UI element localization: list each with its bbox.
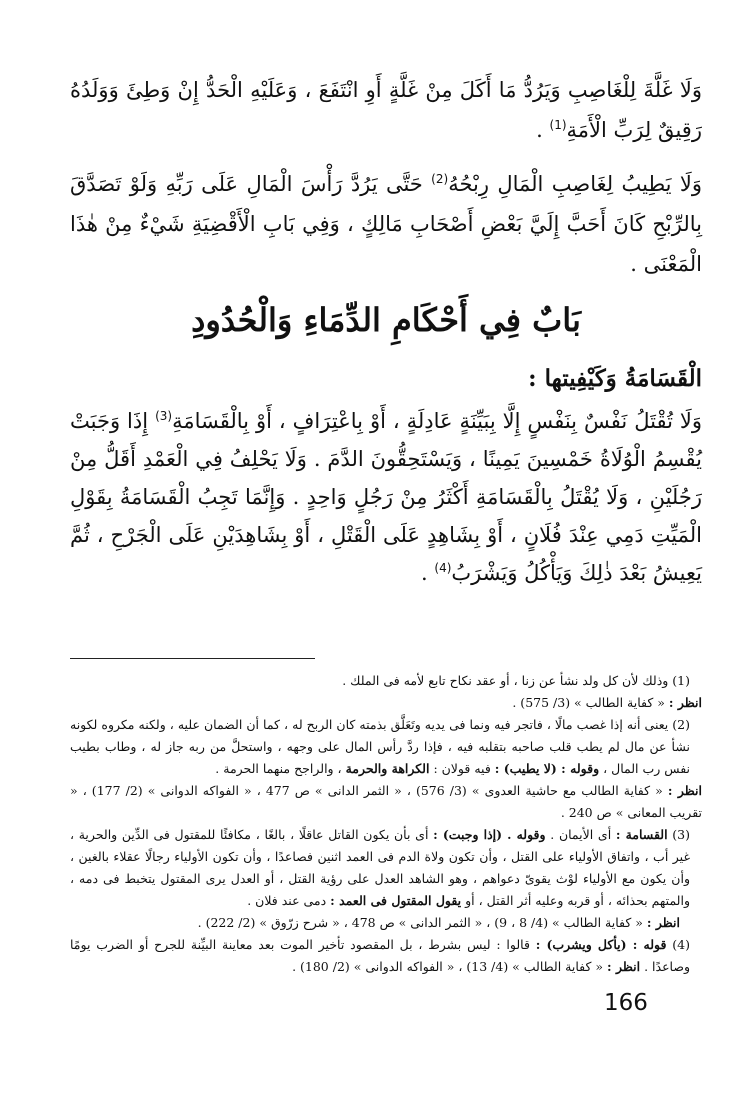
paragraph-text: وَلَا غَلَّةَ لِلْغَاصِبِ وَيَرُدُّ مَا أَكَلَ مِنْ غَلَّةٍ أَوِ انْتَفَعَ ، وَعَلَيْهِ الْحَدُّ إِنْ وَطِئَ وَوَلَدُهُ رَقِيقٌ لِرَبِّ الْأَمَةِ <box>70 78 702 142</box>
footnote-number: (2) <box>672 717 690 732</box>
footnote-1-reference <box>70 692 702 714</box>
paragraph-text-before: وَلَا يَطِيبُ لِغَاصِبِ الْمَالِ رِبْحُهُ <box>448 172 703 196</box>
footnote-text: دمى عند فلان . <box>247 893 331 908</box>
section-heading: الْقَسَامَةُ وَكَيْفِيتها : <box>528 365 702 392</box>
footnote-bold: القسامة : <box>615 827 668 842</box>
footnote-bold: يقول المقتول فى العمد : <box>330 893 462 908</box>
footnote-2 <box>70 714 702 780</box>
paragraph-end: . <box>536 118 550 142</box>
reference-label: انظر : <box>646 915 680 930</box>
footnote-text: قالوا : ليس بشرط ، بل المقصود تأخير الموت بعد معاينة البيِّنة للجرح أو الضرب يومًا وصاعدًا . <box>70 937 690 974</box>
footnote-number: (3) <box>672 827 690 842</box>
footnote-3 <box>70 824 702 912</box>
paragraph-text-after: حَتَّى يَرُدَّ رَأْسَ الْمَالِ عَلَى رَبِّهِ وَلَوْ تَصَدَّقَ بِالرِّبْحِ كَانَ أَحَبَّ إِلَيَّ بَعْضِ أَصْحَابِ مَالِكٍ ، وَفِي بَابِ الْأَقْضِيَةِ شَيْءٌ مِنْ هٰذَا الْمَعْنَى . <box>70 172 702 276</box>
reference-label: انظر : <box>668 695 702 710</box>
footnote-bold: وقوله . (إذا وجبت) : <box>433 827 546 842</box>
paragraph-text-end: . <box>421 561 435 585</box>
footnote-text: يعنى أنه إذا غصب مالًا ، فاتجر فيه ونما فى يديه وتَعَلَّق بذمته كان الربح له ، كما أن الضمان عليه ، ولكنه مكروه لكونه نشأ عن مال لم يطب قلب صاحبه بتقلبه فيه ، فإذا ردَّ رأس المال على وجهه ، واستحلَّ من ربه جاز له ، وطاب بطيب نفس رب المال ، <box>70 717 690 776</box>
footnote-marker-1: (1) <box>549 118 567 132</box>
footnote-text: وذلك لأن كل ولد نشأ عن زنا ، أو عقد نكاح تابع لأمه فى الملك . <box>342 673 673 688</box>
footnote-marker-4: (4) <box>434 561 452 575</box>
footnote-marker-3: (3) <box>155 409 173 423</box>
footnote-bold: الكراهة والحرمة <box>345 761 430 776</box>
reference-label: انظر : <box>667 783 702 798</box>
chapter-title: بَابٌ فِي أَحْكَامِ الدِّمَاءِ وَالْحُدُودِ <box>191 301 581 339</box>
footnote-bold: قوله : (يأكل ويشرب) : <box>535 937 667 952</box>
footnote-number: (1) <box>672 673 690 688</box>
footnote-text: أى بأن يكون القاتل عاقلًا ، بالغًا ، مكافئًا للمقتول فى الدِّين والحرية ، غير أب ، واتفاق الأولياء على القتل ، وأن تكون ولاة الدم فى العمد اثنين فصاعدًا ، وأن تكون الأولياء رجالًا عقلاء بالغين ، وأن يكون مع الأولياء لوْث يقوىّ دعواهم ، وهو الشاهد العدل على رؤية القتل ، أو العدل يرى المقتول يتخبط فى دمه ، والمتهم بحذائه ، أو قربه وعليه أثر القتل ، أو <box>70 827 690 908</box>
footnote-2-reference <box>70 780 702 824</box>
footnote-bold: وقوله : (لا يطيب) : <box>494 761 600 776</box>
paragraph-qasama <box>70 402 702 592</box>
paragraph-text-middle: إِذَا وَجَبَتْ يُقْسِمُ الْوُلَاةُ خَمْسِينَ يَمِينًا ، وَيَسْتَحِقُّونَ الدَّمَ . وَلَا يَحْلِفُ فِي الْعَمْدِ أَقَلُّ مِنْ رَجُلَيْنِ ، وَلَا يُقْتَلُ بِالْقَسَامَةِ أَكْثَرُ مِنْ رَجُلٍ وَاحِدٍ . وَإِنَّمَا تَجِبُ الْقَسَامَةُ بِقَوْلِ الْمَيِّتِ دَمِي عِنْدَ فُلَانٍ ، أَوْ بِشَاهِدٍ عَلَى الْقَتْلِ ، أَوْ بِشَاهِدَيْنِ عَلَى الْجَرْحِ ، ثُمَّ يَعِيشُ بَعْدَ ذٰلِكَ وَيَأْكُلُ وَيَشْرَبُ <box>70 409 702 585</box>
page-body <box>70 70 703 974</box>
page-number: 166 <box>604 990 648 1016</box>
footnote-marker-2: (2) <box>431 172 449 186</box>
reference-label: انظر : <box>607 959 641 974</box>
reference-text: « كفاية الطالب » (3/ 575) . <box>512 695 669 710</box>
footnote-text: ، والراجح منهما الحرمة . <box>215 761 346 776</box>
reference-text: « كفاية الطالب » (4/ 8 ، 9) ، « الثمر الدانى » ص 478 ، « شرح زرّوق » (2/ 222) . <box>197 915 647 930</box>
paragraph-text-before: وَلَا تُقْتَلُ نَفْسٌ بِنَفْسٍ إِلَّا بِبَيِّنَةٍ عَادِلَةٍ ، أَوْ بِاعْتِرَافٍ ، أَوْ بِالْقَسَامَةِ <box>172 409 703 433</box>
footnote-number: (4) <box>672 937 690 952</box>
footnote-3-reference <box>70 912 702 934</box>
footnote-text: أى الأيمان . <box>545 827 616 842</box>
footnote-1 <box>70 670 702 692</box>
reference-text: « كفاية الطالب » (4/ 13) ، « الفواكه الدوانى » (2/ 180) . <box>292 959 608 974</box>
reference-text: « كفاية الطالب مع حاشية العدوى » (3/ 576) ، « الثمر الدانى » ص 477 ، « الفواكه الدوانى » (2/ 177) ، « تقريب المعانى » ص 240 . <box>70 783 702 820</box>
footnote-separator <box>70 658 315 659</box>
paragraph-ghasib-profit <box>70 164 702 284</box>
footnote-text: فيه قولان : <box>429 761 495 776</box>
footnote-4 <box>70 934 702 978</box>
footnotes <box>70 670 702 978</box>
paragraph-ghasib-yield <box>70 70 702 150</box>
